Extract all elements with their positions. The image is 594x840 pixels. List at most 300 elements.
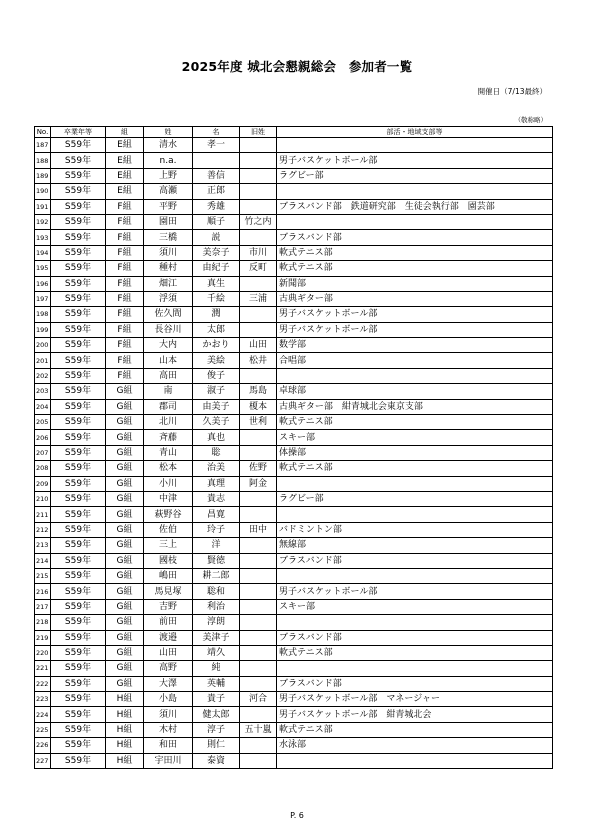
cell-club: 軟式テニス部 — [277, 645, 553, 660]
table-row — [35, 676, 553, 691]
cell-given-name: 泰資 — [193, 753, 240, 768]
cell-surname: 佐伯 — [144, 522, 193, 537]
cell-former-surname — [240, 153, 277, 168]
cell-no: 208 — [35, 461, 51, 476]
cell-surname: 萩野谷 — [144, 507, 193, 522]
cell-class: E組 — [106, 168, 144, 183]
cell-surname: 和田 — [144, 738, 193, 753]
cell-class: E組 — [106, 184, 144, 199]
cell-year: S59年 — [51, 338, 106, 353]
cell-given-name: 昌寛 — [193, 507, 240, 522]
cell-surname: 郡司 — [144, 399, 193, 414]
cell-class: G組 — [106, 491, 144, 506]
cell-club: 合唱部 — [277, 353, 553, 368]
cell-class: G組 — [106, 399, 144, 414]
cell-given-name: 耕二郎 — [193, 568, 240, 583]
cell-club: 古典ギター部 — [277, 291, 553, 306]
cell-surname: 馬見塚 — [144, 584, 193, 599]
cell-club: 軟式テニス部 — [277, 245, 553, 260]
cell-club — [277, 661, 553, 676]
cell-given-name: 英輔 — [193, 676, 240, 691]
table-row — [35, 245, 553, 260]
column-header-former-surname: 旧姓 — [240, 127, 277, 138]
cell-year: S59年 — [51, 353, 106, 368]
cell-year: S59年 — [51, 368, 106, 383]
cell-club: 男子バスケットボール部 — [277, 153, 553, 168]
participant-table — [34, 126, 553, 769]
table-row — [35, 138, 553, 153]
cell-former-surname — [240, 491, 277, 506]
table-row — [35, 384, 553, 399]
cell-former-surname — [240, 738, 277, 753]
cell-year: S59年 — [51, 630, 106, 645]
cell-surname: 青山 — [144, 445, 193, 460]
cell-surname: 松本 — [144, 461, 193, 476]
cell-club: 古典ギター部 紺青城北会東京支部 — [277, 399, 553, 414]
cell-no: 225 — [35, 722, 51, 737]
cell-former-surname — [240, 168, 277, 183]
cell-former-surname: 阿金 — [240, 476, 277, 491]
cell-given-name: 純 — [193, 661, 240, 676]
cell-no: 188 — [35, 153, 51, 168]
cell-former-surname: 松井 — [240, 353, 277, 368]
table-row — [35, 522, 553, 537]
column-header-year: 卒業年等 — [51, 127, 106, 138]
table-row — [35, 692, 553, 707]
cell-year: S59年 — [51, 430, 106, 445]
cell-year: S59年 — [51, 491, 106, 506]
cell-former-surname — [240, 507, 277, 522]
column-header-no: No. — [35, 127, 51, 138]
cell-former-surname — [240, 276, 277, 291]
cell-club: ラグビー部 — [277, 168, 553, 183]
cell-year: S59年 — [51, 214, 106, 229]
cell-class: G組 — [106, 522, 144, 537]
cell-year: S59年 — [51, 245, 106, 260]
cell-former-surname: 榎本 — [240, 399, 277, 414]
page-number: P. 6 — [290, 811, 304, 820]
cell-surname: 大澤 — [144, 676, 193, 691]
cell-club: 軟式テニス部 — [277, 415, 553, 430]
cell-surname: 三橋 — [144, 230, 193, 245]
cell-class: G組 — [106, 584, 144, 599]
cell-club: 男子バスケットボール部 — [277, 322, 553, 337]
cell-class: F組 — [106, 245, 144, 260]
cell-club — [277, 753, 553, 768]
cell-class: G組 — [106, 430, 144, 445]
cell-club: 卓球部 — [277, 384, 553, 399]
cell-no: 213 — [35, 538, 51, 553]
cell-no: 190 — [35, 184, 51, 199]
cell-class: F組 — [106, 199, 144, 214]
cell-no: 203 — [35, 384, 51, 399]
cell-former-surname: 河合 — [240, 692, 277, 707]
table-row — [35, 630, 553, 645]
cell-class: G組 — [106, 615, 144, 630]
table-row — [35, 491, 553, 506]
cell-no: 191 — [35, 199, 51, 214]
cell-former-surname — [240, 615, 277, 630]
cell-club: ブラスバンド部 鉄道研究部 生徒会執行部 園芸部 — [277, 199, 553, 214]
cell-class: H組 — [106, 692, 144, 707]
cell-club: 新聞部 — [277, 276, 553, 291]
cell-given-name: 美津子 — [193, 630, 240, 645]
cell-surname: 須川 — [144, 707, 193, 722]
cell-club — [277, 615, 553, 630]
cell-no: 193 — [35, 230, 51, 245]
cell-club: スキー部 — [277, 430, 553, 445]
cell-class: G組 — [106, 630, 144, 645]
cell-surname: 高瀬 — [144, 184, 193, 199]
page-title: 2025年度 城北会懇親総会 参加者一覧 — [181, 59, 413, 74]
cell-club: 軟式テニス部 — [277, 461, 553, 476]
cell-surname: 長谷川 — [144, 322, 193, 337]
cell-club: ブラスバンド部 — [277, 676, 553, 691]
table-row — [35, 445, 553, 460]
cell-class: F組 — [106, 230, 144, 245]
cell-given-name: 千絵 — [193, 291, 240, 306]
cell-surname: 渡邉 — [144, 630, 193, 645]
cell-year: S59年 — [51, 261, 106, 276]
cell-year: S59年 — [51, 599, 106, 614]
event-date: 開催日（7/13最終） — [477, 87, 547, 96]
cell-given-name: 利治 — [193, 599, 240, 614]
cell-club: ラグビー部 — [277, 491, 553, 506]
cell-surname: 山本 — [144, 353, 193, 368]
cell-former-surname: 佐野 — [240, 461, 277, 476]
cell-club — [277, 507, 553, 522]
cell-class: G組 — [106, 445, 144, 460]
cell-surname: 山田 — [144, 645, 193, 660]
cell-year: S59年 — [51, 168, 106, 183]
cell-year: S59年 — [51, 615, 106, 630]
cell-club: 数学部 — [277, 338, 553, 353]
cell-no: 222 — [35, 676, 51, 691]
table-header-row — [35, 127, 553, 138]
table-row — [35, 399, 553, 414]
table-row — [35, 168, 553, 183]
cell-year: S59年 — [51, 538, 106, 553]
cell-former-surname — [240, 430, 277, 445]
cell-club: 体操部 — [277, 445, 553, 460]
cell-no: 226 — [35, 738, 51, 753]
cell-former-surname — [240, 599, 277, 614]
cell-club — [277, 368, 553, 383]
cell-club — [277, 138, 553, 153]
table-row — [35, 230, 553, 245]
column-header-club: 部活・地域支部等 — [277, 127, 553, 138]
cell-club: 軟式テニス部 — [277, 722, 553, 737]
cell-no: 187 — [35, 138, 51, 153]
cell-surname: 木村 — [144, 722, 193, 737]
cell-class: G組 — [106, 538, 144, 553]
cell-former-surname — [240, 445, 277, 460]
cell-no: 206 — [35, 430, 51, 445]
cell-class: F組 — [106, 276, 144, 291]
table-row — [35, 430, 553, 445]
cell-club: 軟式テニス部 — [277, 261, 553, 276]
cell-given-name: 真生 — [193, 276, 240, 291]
cell-year: S59年 — [51, 184, 106, 199]
table-row — [35, 707, 553, 722]
cell-given-name: 秀雄 — [193, 199, 240, 214]
cell-no: 195 — [35, 261, 51, 276]
cell-class: G組 — [106, 599, 144, 614]
cell-year: S59年 — [51, 307, 106, 322]
cell-former-surname — [240, 707, 277, 722]
cell-surname: 畑江 — [144, 276, 193, 291]
cell-class: F組 — [106, 261, 144, 276]
table-row — [35, 753, 553, 768]
cell-surname: 高野 — [144, 661, 193, 676]
cell-class: F組 — [106, 307, 144, 322]
cell-no: 211 — [35, 507, 51, 522]
cell-given-name: 貴志 — [193, 491, 240, 506]
cell-former-surname — [240, 553, 277, 568]
table-row — [35, 261, 553, 276]
cell-class: H組 — [106, 753, 144, 768]
cell-given-name: 淑子 — [193, 384, 240, 399]
cell-club — [277, 184, 553, 199]
cell-surname: 清水 — [144, 138, 193, 153]
cell-year: S59年 — [51, 415, 106, 430]
cell-year: S59年 — [51, 553, 106, 568]
cell-surname: 上野 — [144, 168, 193, 183]
cell-given-name: かおり — [193, 338, 240, 353]
cell-no: 219 — [35, 630, 51, 645]
cell-surname: n.a. — [144, 153, 193, 168]
cell-class: G組 — [106, 661, 144, 676]
cell-club: 男子バスケットボール部 マネージャー — [277, 692, 553, 707]
cell-former-surname — [240, 568, 277, 583]
cell-class: H組 — [106, 722, 144, 737]
cell-given-name: 聡和 — [193, 584, 240, 599]
cell-former-surname: 山田 — [240, 338, 277, 353]
cell-given-name: 真理 — [193, 476, 240, 491]
cell-surname: 小島 — [144, 692, 193, 707]
cell-no: 224 — [35, 707, 51, 722]
table-row — [35, 415, 553, 430]
cell-no: 223 — [35, 692, 51, 707]
cell-year: S59年 — [51, 692, 106, 707]
cell-no: 218 — [35, 615, 51, 630]
cell-surname: 宇田川 — [144, 753, 193, 768]
cell-former-surname — [240, 584, 277, 599]
cell-class: E組 — [106, 153, 144, 168]
cell-surname: 高田 — [144, 368, 193, 383]
cell-surname: 種村 — [144, 261, 193, 276]
cell-class: F組 — [106, 322, 144, 337]
cell-given-name: 太郎 — [193, 322, 240, 337]
cell-year: S59年 — [51, 138, 106, 153]
cell-class: F組 — [106, 338, 144, 353]
cell-surname: 吉野 — [144, 599, 193, 614]
cell-no: 227 — [35, 753, 51, 768]
table-row — [35, 476, 553, 491]
cell-class: F組 — [106, 214, 144, 229]
table-row — [35, 368, 553, 383]
cell-year: S59年 — [51, 738, 106, 753]
cell-surname: 大内 — [144, 338, 193, 353]
cell-former-surname — [240, 199, 277, 214]
cell-former-surname — [240, 645, 277, 660]
cell-former-surname: 田中 — [240, 522, 277, 537]
cell-year: S59年 — [51, 322, 106, 337]
cell-no: 201 — [35, 353, 51, 368]
cell-given-name: 美絵 — [193, 353, 240, 368]
table-row — [35, 307, 553, 322]
cell-no: 202 — [35, 368, 51, 383]
table-row — [35, 507, 553, 522]
cell-club — [277, 214, 553, 229]
cell-no: 214 — [35, 553, 51, 568]
cell-class: F組 — [106, 353, 144, 368]
column-header-given-name: 名 — [193, 127, 240, 138]
cell-given-name: 治美 — [193, 461, 240, 476]
cell-year: S59年 — [51, 722, 106, 737]
cell-given-name: 美奈子 — [193, 245, 240, 260]
cell-given-name: 由美子 — [193, 399, 240, 414]
cell-former-surname — [240, 538, 277, 553]
table-body — [35, 138, 553, 769]
table-row — [35, 538, 553, 553]
cell-class: G組 — [106, 415, 144, 430]
cell-club: バドミントン部 — [277, 522, 553, 537]
cell-class: G組 — [106, 568, 144, 583]
cell-given-name: 由紀子 — [193, 261, 240, 276]
cell-former-surname — [240, 753, 277, 768]
cell-year: S59年 — [51, 399, 106, 414]
cell-no: 199 — [35, 322, 51, 337]
cell-no: 200 — [35, 338, 51, 353]
cell-class: G組 — [106, 461, 144, 476]
cell-year: S59年 — [51, 522, 106, 537]
cell-former-surname: 馬島 — [240, 384, 277, 399]
cell-no: 207 — [35, 445, 51, 460]
cell-given-name: 俊子 — [193, 368, 240, 383]
cell-surname: 南 — [144, 384, 193, 399]
cell-club: スキー部 — [277, 599, 553, 614]
table-row — [35, 276, 553, 291]
cell-former-surname — [240, 368, 277, 383]
cell-former-surname: 五十嵐 — [240, 722, 277, 737]
cell-no: 215 — [35, 568, 51, 583]
table-row — [35, 353, 553, 368]
cell-given-name: 久美子 — [193, 415, 240, 430]
cell-no: 194 — [35, 245, 51, 260]
cell-surname: 平野 — [144, 199, 193, 214]
cell-class: H組 — [106, 738, 144, 753]
cell-surname: 佐久間 — [144, 307, 193, 322]
cell-given-name: 貴子 — [193, 692, 240, 707]
cell-given-name: 賢徳 — [193, 553, 240, 568]
cell-given-name: 真也 — [193, 430, 240, 445]
table-row — [35, 322, 553, 337]
cell-club: 男子バスケットボール部 紺青城北会 — [277, 707, 553, 722]
cell-surname: 三上 — [144, 538, 193, 553]
cell-surname: 斉藤 — [144, 430, 193, 445]
cell-class: G組 — [106, 676, 144, 691]
cell-given-name: 玲子 — [193, 522, 240, 537]
cell-class: E組 — [106, 138, 144, 153]
cell-class: F組 — [106, 291, 144, 306]
cell-class: G組 — [106, 507, 144, 522]
cell-former-surname — [240, 630, 277, 645]
table-row — [35, 184, 553, 199]
cell-given-name: 孝一 — [193, 138, 240, 153]
cell-given-name — [193, 153, 240, 168]
cell-class: G組 — [106, 645, 144, 660]
cell-club: 水泳部 — [277, 738, 553, 753]
column-header-class: 組 — [106, 127, 144, 138]
cell-former-surname: 世利 — [240, 415, 277, 430]
cell-given-name: 健太郎 — [193, 707, 240, 722]
cell-year: S59年 — [51, 461, 106, 476]
cell-given-name: 淳子 — [193, 722, 240, 737]
cell-former-surname — [240, 230, 277, 245]
cell-no: 205 — [35, 415, 51, 430]
cell-former-surname: 反町 — [240, 261, 277, 276]
cell-former-surname — [240, 138, 277, 153]
cell-former-surname — [240, 676, 277, 691]
cell-no: 220 — [35, 645, 51, 660]
table-row — [35, 722, 553, 737]
cell-year: S59年 — [51, 661, 106, 676]
column-header-surname: 姓 — [144, 127, 193, 138]
cell-former-surname — [240, 184, 277, 199]
cell-given-name: 則仁 — [193, 738, 240, 753]
cell-surname: 嶋田 — [144, 568, 193, 583]
cell-year: S59年 — [51, 676, 106, 691]
table-row — [35, 214, 553, 229]
table-row — [35, 661, 553, 676]
cell-given-name: 説 — [193, 230, 240, 245]
cell-given-name: 正郎 — [193, 184, 240, 199]
cell-former-surname: 市川 — [240, 245, 277, 260]
table-row — [35, 199, 553, 214]
cell-class: G組 — [106, 553, 144, 568]
cell-former-surname — [240, 661, 277, 676]
cell-no: 197 — [35, 291, 51, 306]
cell-given-name: 順子 — [193, 214, 240, 229]
cell-surname: 中津 — [144, 491, 193, 506]
cell-surname: 國枝 — [144, 553, 193, 568]
cell-given-name: 善信 — [193, 168, 240, 183]
cell-class: G組 — [106, 384, 144, 399]
cell-given-name: 洋 — [193, 538, 240, 553]
cell-year: S59年 — [51, 476, 106, 491]
cell-no: 212 — [35, 522, 51, 537]
cell-given-name: 淳朗 — [193, 615, 240, 630]
table-row — [35, 584, 553, 599]
cell-club: ブラスバンド部 — [277, 230, 553, 245]
table-row — [35, 599, 553, 614]
cell-former-surname — [240, 322, 277, 337]
table-row — [35, 338, 553, 353]
cell-given-name: 潤 — [193, 307, 240, 322]
cell-no: 216 — [35, 584, 51, 599]
cell-former-surname — [240, 307, 277, 322]
cell-no: 209 — [35, 476, 51, 491]
cell-no: 210 — [35, 491, 51, 506]
cell-year: S59年 — [51, 199, 106, 214]
table-row — [35, 645, 553, 660]
cell-former-surname: 三浦 — [240, 291, 277, 306]
cell-class: H組 — [106, 707, 144, 722]
table-row — [35, 553, 553, 568]
cell-year: S59年 — [51, 230, 106, 245]
table-row — [35, 568, 553, 583]
